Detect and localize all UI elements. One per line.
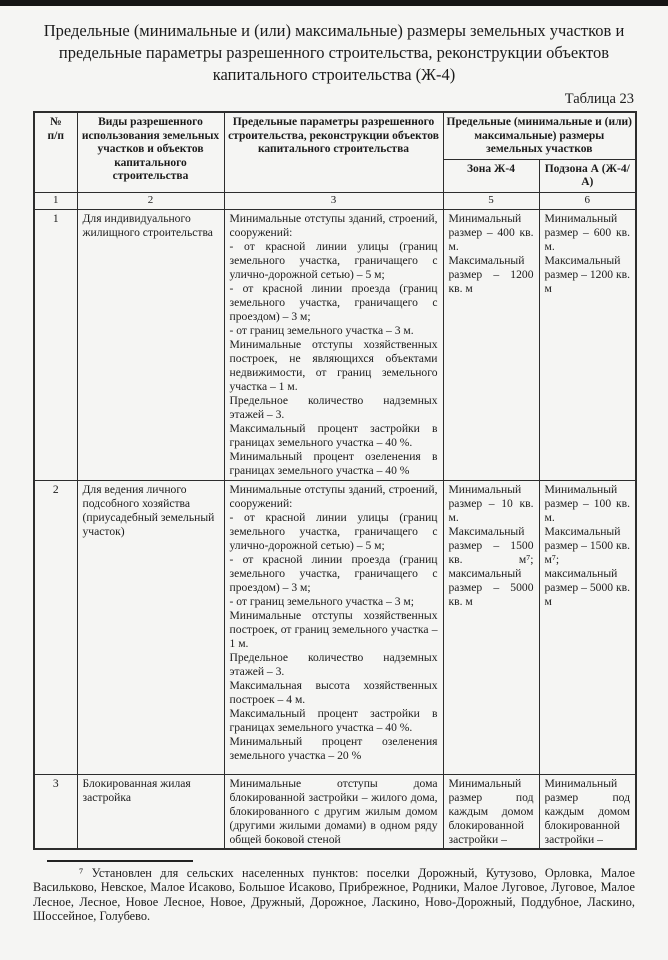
row3-use: Блокированная жилая застройка <box>77 774 224 849</box>
row1-subzone: Минимальный размер – 600 кв. м. Максимальный размер – 1200 кв. м <box>539 209 636 480</box>
row1-use: Для индивидуального жилищного строительства <box>77 209 224 480</box>
header-subzone: Подзона А (Ж-4/А) <box>539 159 636 192</box>
colnum-5: 5 <box>443 192 539 209</box>
row2-zone: Минимальный размер – 10 кв. м. Максимальный размер – 1500 кв. м⁷; максимальный размер – 5000 кв. м <box>443 480 539 774</box>
header-sizes-group: Предельные (минимальные и (или) максимальные) размеры земельных участков <box>443 112 636 159</box>
table-row <box>34 209 636 480</box>
row3-subzone: Минимальный размер под каждым домом блокированной застройки – <box>539 774 636 849</box>
header-zone: Зона Ж-4 <box>443 159 539 192</box>
colnum-3: 3 <box>224 192 443 209</box>
table-row <box>34 774 636 849</box>
header-num: № п/п <box>34 112 77 192</box>
row2-num: 2 <box>34 480 77 774</box>
document-page <box>0 6 668 924</box>
row1-params: Минимальные отступы зданий, строений, сооружений: - от красной линии улицы (границ земельного участка, граничащего с улично-дорожной сетью) – 5 м; - от красной линии проезда (границ земельного участка, граничащего с проездом) – 3 м; - от границ земельного участка – 3 м. Минимальные отступы хозяйственных построек, не являющихся объектами недвижимости, от границ земельного участка – 1 м. Предельное количество надземных этажей – 3. Максимальный процент застройки в границах земельного участка – 40 %. Минимальный процент озеленения в границах земельного участка – 40 % <box>224 209 443 480</box>
footnote-text: ⁷ Установлен для сельских населенных пунктов: поселки Дорожный, Кутузово, Орловка, Малое Васильково, Невское, Малое Исаково, Большое Исаково, Прибрежное, Родники, Малое Луговое, Луговое, Малое Лесное, Лесное, Новое Лесное, Новое, Дружный, Дорожное, Ласкино, Ново-Дорожный, Поддубное, Ласкино, Шоссейное, Голубево. <box>33 865 635 924</box>
limits-table <box>33 111 637 850</box>
row1-zone: Минимальный размер – 400 кв. м. Максимальный размер – 1200 кв. м <box>443 209 539 480</box>
row2-subzone: Минимальный размер – 100 кв. м. Максимальный размер – 1500 кв. м⁷; максимальный размер – 5000 кв. м <box>539 480 636 774</box>
row3-num: 3 <box>34 774 77 849</box>
table-row <box>34 480 636 774</box>
colnum-2: 2 <box>77 192 224 209</box>
row2-use: Для ведения личного подсобного хозяйства (приусадебный земельный участок) <box>77 480 224 774</box>
row3-zone: Минимальный размер под каждым домом блокированной застройки – <box>443 774 539 849</box>
header-params: Предельные параметры разрешенного строительства, реконструкции объектов капитального строительства <box>224 112 443 192</box>
colnum-1: 1 <box>34 192 77 209</box>
row2-params: Минимальные отступы зданий, строений, сооружений: - от красной линии улицы (границ земельного участка, граничащего с улично-дорожной сетью) – 5 м; - от красной линии проезда (границ земельного участка, граничащего с проездом) – 3 м; - от границ земельного участка – 3 м; Минимальные отступы хозяйственных построек, от границ земельного участка – 1 м. Предельное количество надземных этажей – 3. Максимальная высота хозяйственных построек – 4 м. Максимальный процент застройки в границах земельного участка – 40 %. Минимальный процент озеленения земельного участка – 20 % <box>224 480 443 774</box>
row1-num: 1 <box>34 209 77 480</box>
header-use-types: Виды разрешенного использования земельных участков и объектов капитального строительства <box>77 112 224 192</box>
column-number-row <box>34 192 636 209</box>
page-title: Предельные (минимальные и (или) максимальные) размеры земельных участков и предельные параметры разрешенного строительства, реконструкции объектов капитального строительства (Ж-4) <box>43 21 625 84</box>
colnum-6: 6 <box>539 192 636 209</box>
row3-params: Минимальные отступы дома блокированной застройки – жилого дома, блокированного с другим жилым домом (другими жилыми домами) в одном ряду общей боковой стеной <box>224 774 443 849</box>
table-caption: Таблица 23 <box>564 91 634 107</box>
footnote-separator <box>47 860 193 862</box>
